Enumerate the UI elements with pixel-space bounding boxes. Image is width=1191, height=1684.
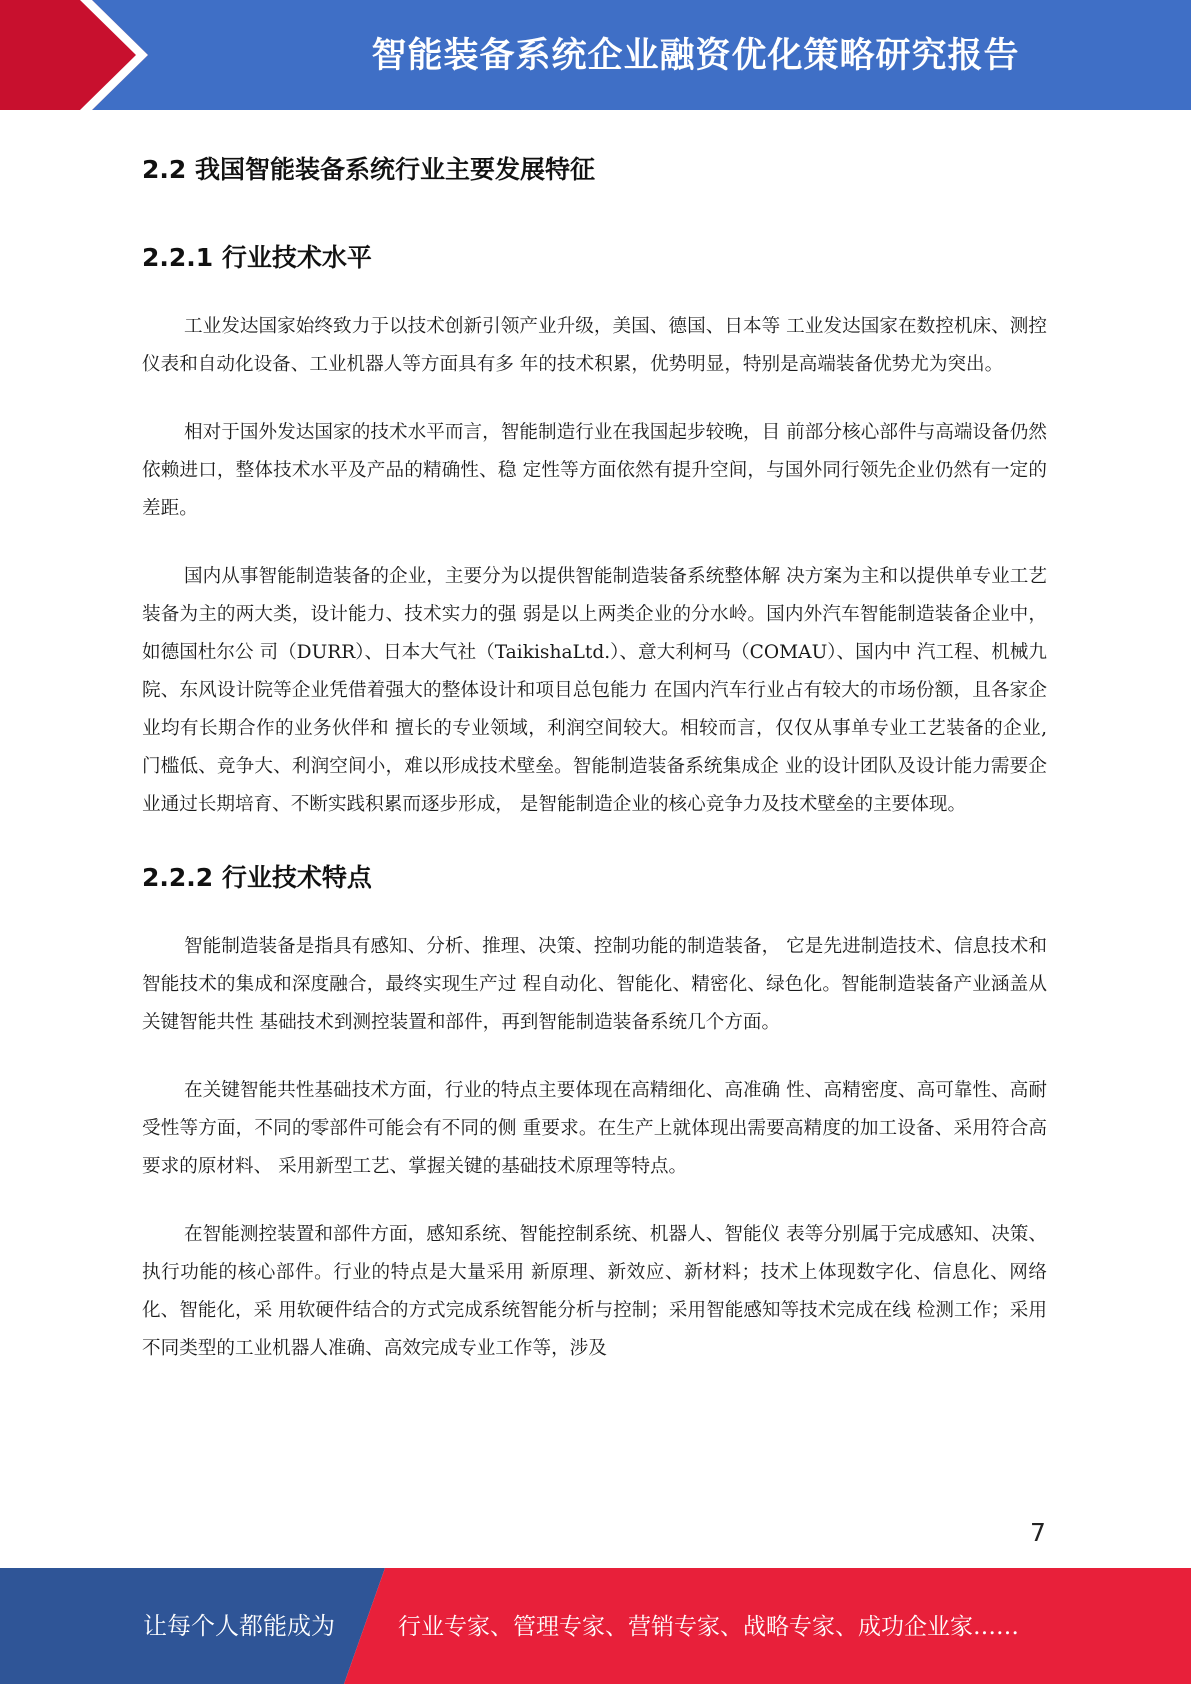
footer-slogan-left: 让每个人都能成为 bbox=[143, 1612, 335, 1640]
footer-slogan-right: 行业专家、管理专家、营销专家、战略专家、成功企业家…… bbox=[398, 1614, 1019, 1640]
paragraph: 相对于国外发达国家的技术水平而言，智能制造行业在我国起步较晚，目 前部分核心部件与高端设备仍然依赖进口，整体技术水平及产品的精确性、稳 定性等方面依然有提升空间，与国外同行领先企业仍然有一定的差距。 bbox=[142, 422, 1047, 519]
subsection-heading: 2.2.2 行业技术特点 bbox=[142, 863, 372, 892]
page-number: 7 bbox=[1030, 1518, 1046, 1547]
paragraph: 国内从事智能制造装备的企业，主要分为以提供智能制造装备系统整体解 决方案为主和以提供单专业工艺装备为主的两大类，设计能力、技术实力的强 弱是以上两类企业的分水岭。国内外汽车智能制造装备企业中，如德国杜尔公 司（DURR）、日本大气社（TaikishaLtd.）、意大利柯马（COMAU）、国内中 汽工程、机械九院、东风设计院等企业凭借着强大的整体设计和项目总包能力 在国内汽车行业占有较大的市场份额，且各家企业均有长期合作的业务伙伴和 擅长的专业领域，利润空间较大。相较而言，仅仅从事单专业工艺装备的企业, 门槛低、竞争大、利润空间小，难以形成技术壁垒。智能制造装备系统集成企 业的设计团队及设计能力需要企业通过长期培育、不断实践积累而逐步形成， 是智能制造企业的核心竞争力及技术壁垒的主要体现。 bbox=[142, 566, 1047, 815]
paragraph: 工业发达国家始终致力于以技术创新引领产业升级，美国、德国、日本等 工业发达国家在数控机床、测控仪表和自动化设备、工业机器人等方面具有多 年的技术积累，优势明显，特别是高端装备优势尤为突出。 bbox=[142, 316, 1047, 375]
report-title: 智能装备系统企业融资优化策略研究报告 bbox=[371, 36, 1020, 76]
paragraph: 在智能测控装置和部件方面，感知系统、智能控制系统、机器人、智能仪 表等分别属于完成感知、决策、执行功能的核心部件。行业的特点是大量采用 新原理、新效应、新材料；技术上体现数字化、信息化、网络化、智能化，采 用软硬件结合的方式完成系统智能分析与控制；采用智能感知等技术完成在线 检测工作；采用不同类型的工业机器人准确、高效完成专业工作等，涉及 bbox=[142, 1224, 1047, 1359]
paragraph: 智能制造装备是指具有感知、分析、推理、决策、控制功能的制造装备， 它是先进制造技术、信息技术和智能技术的集成和深度融合，最终实现生产过 程自动化、智能化、精密化、绿色化。智能制造装备产业涵盖从关键智能共性 基础技术到测控装置和部件，再到智能制造装备系统几个方面。 bbox=[142, 936, 1047, 1033]
paragraph: 在关键智能共性基础技术方面，行业的特点主要体现在高精细化、高准确 性、高精密度、高可靠性、高耐受性等方面，不同的零部件可能会有不同的侧 重要求。在生产上就体现出需要高精度的加工设备、采用符合高要求的原材料、 采用新型工艺、掌握关键的基础技术原理等特点。 bbox=[142, 1080, 1047, 1177]
page-content bbox=[142, 150, 1047, 1368]
footer-banner bbox=[0, 1568, 1191, 1684]
subsection-heading: 2.2.1 行业技术水平 bbox=[142, 243, 372, 272]
header-banner bbox=[0, 0, 1191, 110]
section-heading: 2.2 我国智能装备系统行业主要发展特征 bbox=[142, 155, 595, 184]
